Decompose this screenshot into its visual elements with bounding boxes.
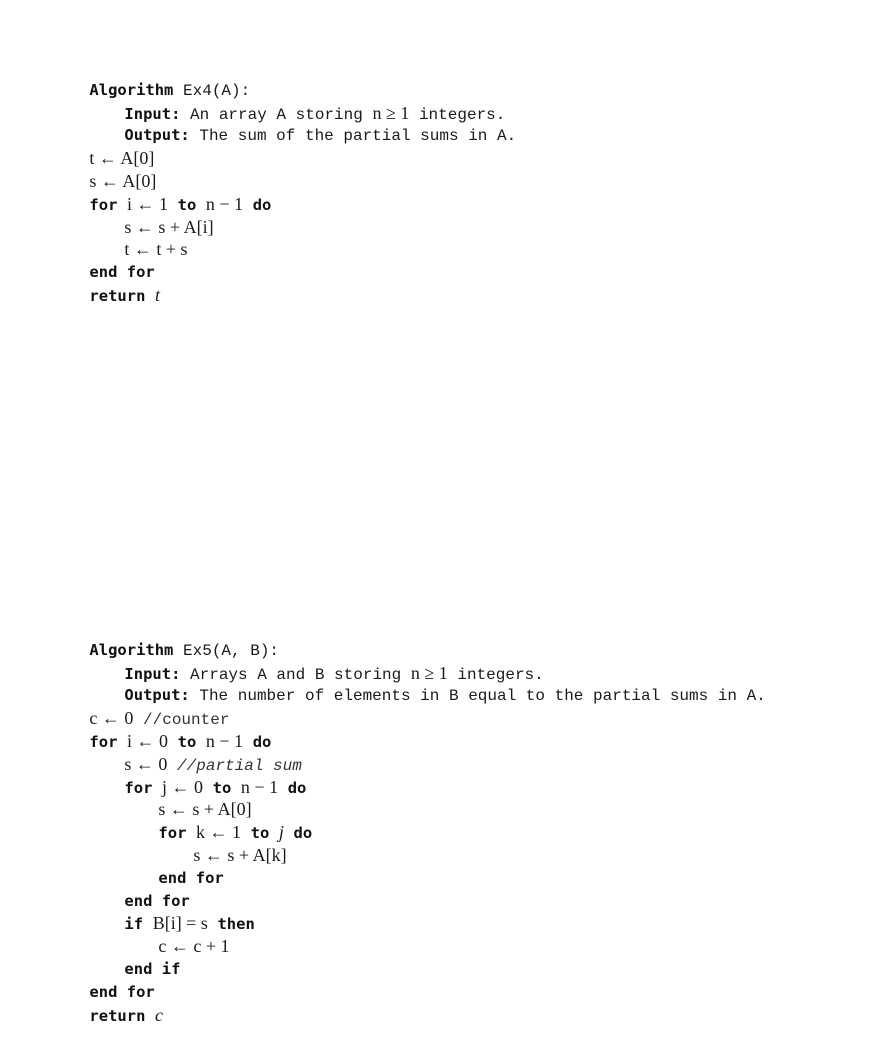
keyword-end-for: end for (89, 263, 155, 282)
keyword-do: do (252, 195, 272, 214)
statement-c-init: c ← 0 (89, 708, 134, 729)
keyword-do: do (293, 824, 313, 843)
keyword-if: if (124, 915, 144, 934)
algorithm-name: Ex5(A, B): (183, 641, 280, 660)
input-text-post: integers. (457, 665, 544, 684)
code-line (51, 147, 871, 191)
return-variable: c (155, 1004, 164, 1025)
algorithm-name: Ex4(A): (183, 81, 251, 100)
keyword-do: do (287, 778, 307, 797)
keyword-output: Output: (124, 126, 190, 145)
keyword-return: return (89, 286, 146, 305)
keyword-for: for (89, 732, 118, 751)
loop-j-end: n − 1 (240, 776, 279, 797)
keyword-for: for (158, 824, 187, 843)
loop-i-end: n − 1 (205, 730, 244, 751)
statement-c-increment: c ← c + 1 (158, 936, 230, 957)
return-line (51, 261, 871, 305)
statement-s-update: s ← s + A[i] (124, 216, 214, 237)
algorithm-ex5 (51, 616, 871, 1025)
input-text-post: integers. (418, 105, 506, 124)
loop-k-end: j (278, 822, 284, 843)
algorithm-header (51, 56, 871, 100)
keyword-to: to (212, 778, 232, 797)
keyword-to: to (250, 824, 270, 843)
statement-t-update: t ← t + s (124, 239, 188, 260)
statement-t-init: t ← A[0] (89, 148, 155, 169)
keyword-algorithm: Algorithm (89, 80, 174, 99)
algorithm-header (51, 616, 871, 660)
keyword-return: return (89, 1006, 146, 1025)
return-line (51, 981, 871, 1025)
statement-s-add-a0: s ← s + A[0] (158, 799, 252, 820)
input-math: n ≥ 1 (372, 102, 410, 123)
keyword-do: do (252, 732, 272, 751)
loop-init: i ← 1 (127, 193, 169, 214)
loop-end: n − 1 (205, 193, 244, 214)
algorithm-ex4 (51, 56, 871, 305)
keyword-input: Input: (124, 104, 181, 123)
input-math: n ≥ 1 (410, 662, 448, 683)
keyword-end-for: end for (124, 891, 190, 910)
if-condition: B[i] = s (152, 913, 208, 934)
statement-s-init: s ← 0 (124, 753, 168, 774)
keyword-to: to (177, 732, 197, 751)
output-text: The sum of the partial sums in A. (199, 127, 517, 146)
loop-i-init: i ← 0 (127, 730, 169, 751)
keyword-for: for (124, 778, 153, 797)
keyword-end-for: end for (158, 868, 224, 887)
input-text-pre: Arrays A and B storing (190, 665, 402, 684)
comment-partial-sum: //partial sum (177, 756, 302, 775)
keyword-algorithm: Algorithm (89, 640, 174, 659)
loop-k-init: k ← 1 (196, 822, 242, 843)
output-text: The number of elements in B equal to the partial sums in A. (199, 687, 766, 706)
keyword-then: then (217, 915, 255, 934)
keyword-input: Input: (124, 664, 181, 683)
loop-j-init: j ← 0 (162, 776, 204, 797)
keyword-output: Output: (124, 686, 190, 705)
keyword-to: to (177, 195, 197, 214)
keyword-end-for: end for (89, 982, 155, 1001)
for-loop-line (51, 170, 871, 214)
return-variable: t (155, 284, 161, 305)
input-text-pre: An array A storing (190, 105, 363, 124)
comment-counter: //counter (143, 711, 230, 730)
keyword-for: for (89, 195, 118, 214)
statement-s-init: s ← A[0] (89, 170, 157, 191)
statement-s-add-ak: s ← s + A[k] (193, 844, 287, 865)
keyword-end-if: end if (124, 959, 181, 978)
